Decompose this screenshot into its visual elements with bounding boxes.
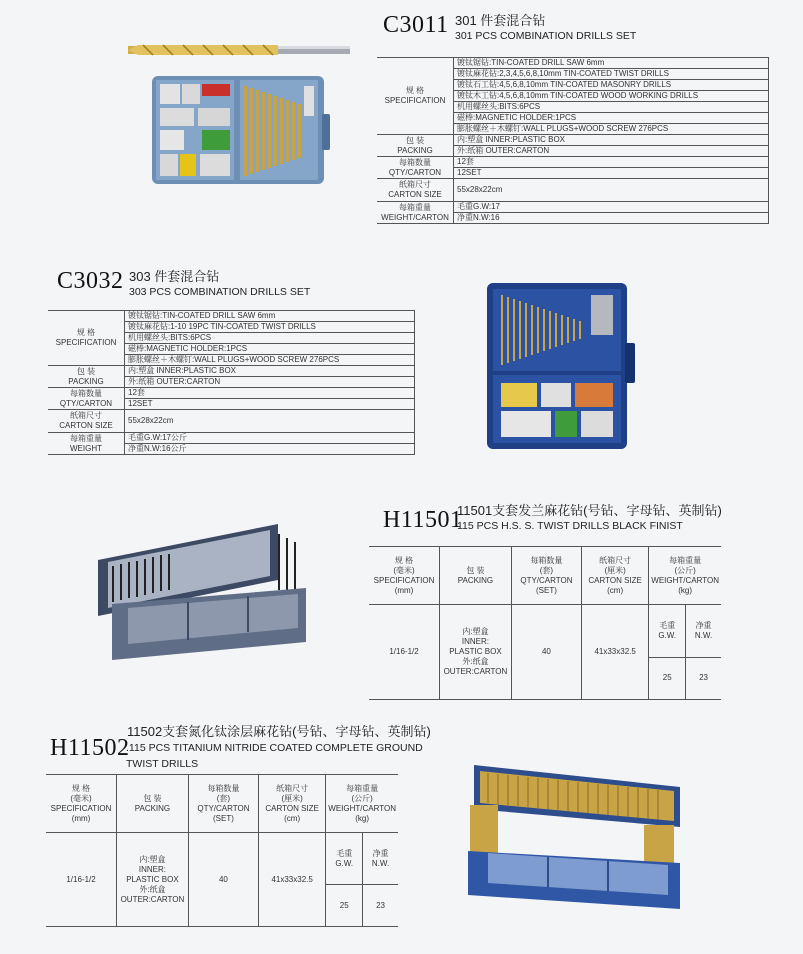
product-title-en-h11502-line1: .115 PCS TITANIUM NITRIDE COATED COMPLETE GROUND — [126, 742, 423, 754]
spec-label-c3032: 规 格 SPECIFICATION — [48, 311, 125, 366]
product-code-h11502: H11502 — [50, 735, 130, 761]
spec-line: 镀钛木工钻:4,5,6,8,10mm TIN-COATED WOOD WORKING DRILLS — [454, 91, 769, 102]
metal-box-h11501-image — [98, 524, 312, 664]
product-code-c3011: C3011 — [383, 12, 449, 38]
qty-label-c3032: 每箱数量 QTY/CARTON — [48, 388, 125, 410]
spec-table-c3011 — [377, 57, 769, 224]
gw-label: 毛重 G.W. — [649, 605, 686, 657]
packing-line: 内:塑盒 INNER:PLASTIC BOX — [125, 366, 415, 377]
carton-value: 55x28x22cm — [125, 410, 415, 433]
spec-table-h11502 — [46, 774, 398, 927]
spec-line: 镀钛石工钻:4,5,6,8,10mm TIN-COATED MASONRY DRILLS — [454, 80, 769, 91]
qty-label-c3011: 每箱数量 QTY/CARTON — [377, 157, 454, 179]
product-title-cn-h11502: 11502支套氮化钛涂层麻花钻(号钻、字母钻、英制钻) — [127, 724, 431, 739]
header-weight: 每箱重量 (公斤) WEIGHT/CARTON (kg) — [326, 775, 398, 833]
product-code-c3032: C3032 — [57, 268, 124, 294]
carton-label-c3011: 纸箱尺寸 CARTON SIZE — [377, 179, 454, 202]
spec-line: 镀钛锯钻:TIN-COATED DRILL SAW 6mm — [454, 58, 769, 69]
product-code-h11501: H11501 — [383, 507, 463, 533]
packing-line: 外:纸箱 OUTER:CARTON — [125, 377, 415, 388]
header-carton: 纸箱尺寸 (厘米) CARTON SIZE (cm) — [582, 547, 649, 605]
spec-value: 1/16-1/2 — [369, 605, 440, 700]
product-title-cn-c3011: 301 件套混合钻 — [455, 13, 546, 28]
qty-line: 12SET — [125, 399, 415, 410]
product-title-en-c3011: 301 PCS COMBINATION DRILLS SET — [455, 30, 637, 42]
spec-label-c3011: 规 格 SPECIFICATION — [377, 58, 454, 135]
nw-label: 净重 N.W. — [363, 833, 398, 885]
packing-line: 外:纸箱 OUTER:CARTON — [454, 146, 769, 157]
spec-line: 膨胀螺丝＋木螺钉:WALL PLUGS+WOOD SCREW 276PCS — [125, 355, 415, 366]
header-weight: 每箱重量 (公斤) WEIGHT/CARTON (kg) — [649, 547, 721, 605]
nw-label: 净重 N.W. — [686, 605, 721, 657]
spec-line: 镀钛麻花钻:1-10 19PC TIN-COATED TWIST DRILLS — [125, 322, 415, 333]
weight-line: 净重N.W:16公斤 — [125, 444, 415, 455]
nw-value: 23 — [363, 885, 398, 927]
drill-saw-image — [128, 40, 353, 60]
header-packing: 包 装 PACKING — [440, 547, 512, 605]
spec-table-h11501 — [369, 546, 721, 700]
product-title-en-h11502-line2: TWIST DRILLS — [126, 758, 199, 770]
gw-value: 25 — [326, 885, 363, 927]
qty-line: 12套 — [454, 157, 769, 168]
case-c3011-image — [152, 74, 330, 186]
qty-line: 12套 — [125, 388, 415, 399]
metal-box-h11502-image — [468, 765, 686, 910]
carton-value: 41x33x32.5 — [259, 833, 326, 927]
qty-value: 40 — [188, 833, 258, 927]
spec-line: 磁棒:MAGNETIC HOLDER:1PCS — [454, 113, 769, 124]
header-qty: 每箱数量 (套) QTY/CARTON (SET) — [511, 547, 581, 605]
header-carton: 纸箱尺寸 (厘米) CARTON SIZE (cm) — [259, 775, 326, 833]
product-title-cn-h11501: 11501支套发兰麻花钻(号钻、字母钻、英制钻) — [457, 503, 722, 518]
packing-value: 内:塑盒 INNER: PLASTIC BOX 外:纸盒 OUTER:CARTON — [117, 833, 189, 927]
spec-line: 镀钛锯钻:TIN-COATED DRILL SAW 6mm — [125, 311, 415, 322]
weight-line: 毛重G.W:17 — [454, 202, 769, 213]
packing-label-c3032: 包 装 PACKING — [48, 366, 125, 388]
header-spec: 规 格 (毫米) SPECIFICATION (mm) — [369, 547, 440, 605]
spec-line: 机用螺丝头:BITS:6PCS — [454, 102, 769, 113]
spec-line: 磁棒:MAGNETIC HOLDER:1PCS — [125, 344, 415, 355]
qty-value: 40 — [511, 605, 581, 700]
spec-line: 机用螺丝头:BITS:6PCS — [125, 333, 415, 344]
weight-line: 毛重G.W:17公斤 — [125, 433, 415, 444]
product-title-en-c3032: 303 PCS COMBINATION DRILLS SET — [129, 286, 311, 298]
product-title-en-h11501: 115 PCS H.S. S. TWIST DRILLS BLACK FINIST — [457, 520, 683, 532]
gw-label: 毛重 G.W. — [326, 833, 363, 885]
weight-label-c3011: 每箱重量 WEIGHT/CARTON — [377, 202, 454, 224]
carton-value: 41x33x32.5 — [582, 605, 649, 700]
nw-value: 23 — [686, 657, 721, 699]
packing-value: 内:塑盒 INNER: PLASTIC BOX 外:纸盒 OUTER:CARTON — [440, 605, 512, 700]
spec-table-c3032 — [48, 310, 415, 455]
weight-label-c3032: 每箱重量 WEIGHT — [48, 433, 125, 455]
product-title-cn-c3032: 303 件套混合钻 — [129, 269, 220, 284]
spec-value: 1/16-1/2 — [46, 833, 117, 927]
carton-label-c3032: 纸箱尺寸 CARTON SIZE — [48, 410, 125, 433]
carton-value: 55x28x22cm — [454, 179, 769, 202]
weight-line: 净重N.W:16 — [454, 213, 769, 224]
spec-line: 膨胀螺丝＋木螺钉:WALL PLUGS+WOOD SCREW 276PCS — [454, 124, 769, 135]
header-spec: 规 格 (毫米) SPECIFICATION (mm) — [46, 775, 117, 833]
case-c3032-image — [487, 283, 637, 453]
qty-line: 12SET — [454, 168, 769, 179]
gw-value: 25 — [649, 657, 686, 699]
packing-label-c3011: 包 装 PACKING — [377, 135, 454, 157]
spec-line: 镀钛麻花钻:2,3,4,5,6,8,10mm TIN-COATED TWIST DRILLS — [454, 69, 769, 80]
header-packing: 包 装 PACKING — [117, 775, 189, 833]
header-qty: 每箱数量 (套) QTY/CARTON (SET) — [188, 775, 258, 833]
packing-line: 内:塑盒 INNER:PLASTIC BOX — [454, 135, 769, 146]
